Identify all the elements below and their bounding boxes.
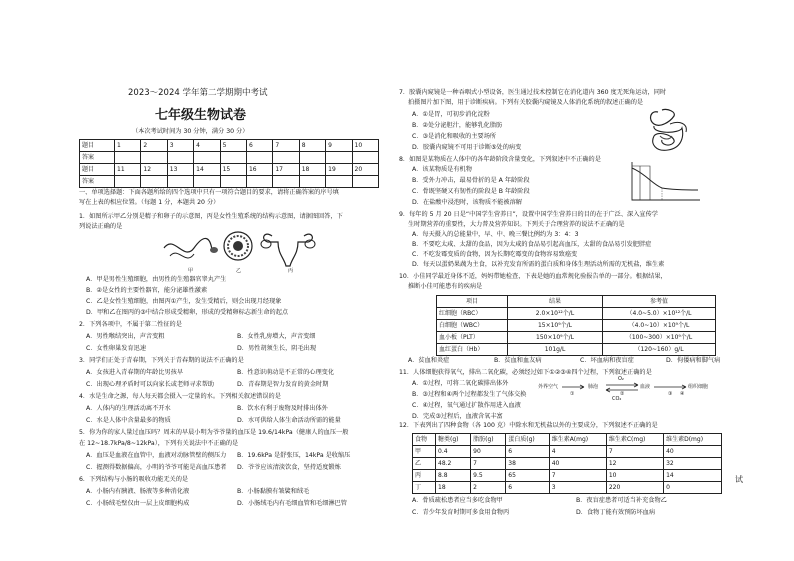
flow-step-3: ③ <box>668 391 673 397</box>
figure-label-bing: 丙 <box>288 268 294 274</box>
flow-o2-label: O₂ <box>618 376 624 382</box>
q6-option-b[interactable]: B．小肠黏膜有皱襞和绒毛 <box>237 488 310 495</box>
q4-option-a[interactable]: A．人体内的生理活动离不开水 <box>86 405 171 412</box>
q6-option-d[interactable]: D．小肠绒毛内有毛细血管和毛细淋巴管 <box>237 500 347 507</box>
q8-option-d[interactable]: D．在盐酸中浸泡时，该物质不能被溶解 <box>412 199 522 206</box>
q12-option-b[interactable]: B．夜盲症患者可适当补充食物乙 <box>576 497 667 504</box>
food-nutrient-table <box>412 433 722 494</box>
q7-option-b[interactable]: B．②处分泌胆汁，能够乳化脂肪 <box>412 122 503 129</box>
q10-option-a[interactable]: A．贫血和炎症 <box>408 357 450 364</box>
q6-option-a[interactable]: A．小肠内有胰液、肠液等多种消化液 <box>86 488 190 495</box>
table-row: 食物 糖类(g) 脂肪(g) 蛋白质(g) 维生素A(mg) 维生素C(mg) 维生素D(mg) <box>413 434 722 446</box>
question-1: 1．如图所示甲乙分别是精子和卵子的示意图，丙是女性生殖系统的结构示意图，请据图回答，下 <box>79 213 343 220</box>
q2-option-b[interactable]: B．女性乳房增大，声音变细 <box>237 333 316 340</box>
digestive-system-icon <box>640 106 696 156</box>
flow-step-2: ② <box>620 391 625 397</box>
q10-option-d[interactable]: D．佝偻病和脚气病 <box>666 357 721 364</box>
q11-option-d[interactable]: D．完成③过程后，血液含氧丰富 <box>412 413 503 420</box>
blood-test-table <box>436 295 716 356</box>
table-row: 甲 0.4 90 6 4 7 40 <box>413 446 722 458</box>
table-row: 血红蛋白（Hb） 101g/L （120~160）g/L <box>437 344 716 356</box>
figure-label-yi: 乙 <box>236 268 242 274</box>
q2-option-c[interactable]: C．女性卵巢发育迅速 <box>86 345 147 352</box>
q12-option-a[interactable]: A．骨质疏松患者应当多吃食物甲 <box>412 497 503 504</box>
q5-option-c[interactable]: C．握测得数据偏高，小明的爷爷可能是高血压患者 <box>86 464 227 471</box>
question-10: 10．小佳同学最近身体不适，妈妈带她检查，下表是她的血常规化验报告单的一部分。根据结果， <box>399 273 667 280</box>
flow-co2-label: CO₂ <box>612 396 622 402</box>
q2-option-a[interactable]: A．男性喉结突出，声音变粗 <box>86 333 165 340</box>
uterus-icon <box>261 234 315 266</box>
question-12: 12．下表列出了四种食物（各 100 克）中除水和无机盐以外的主要成分，下列叙述不正确的是 <box>399 422 658 429</box>
q8-option-c[interactable]: C．骨既坚硬又有韧性的阶段是 B 年龄阶段 <box>412 188 530 195</box>
figure-label-jia: 甲 <box>188 268 194 274</box>
q1-option-d[interactable]: D．甲和乙在图丙的③中结合形成受精卵，形成的受精卵标志新生命的起点 <box>86 309 289 316</box>
q11-option-a[interactable]: A．①过程，可将二氧化碳排出体外 <box>412 380 509 387</box>
q8-option-a[interactable]: A．该某物质是有机物 <box>412 166 472 173</box>
flow-step-1: ① <box>570 391 575 397</box>
table-row: 白细胞（WBC） 15×10⁹个/L （4.0~10）×10⁹个/L <box>437 320 716 332</box>
sperm-icon <box>164 238 218 258</box>
question-1-cont: 列说法正确的是 <box>79 223 123 230</box>
question-5-cont: 在 12~18.7kPa/8~12kPa），下列有关说法中不正确的是 <box>79 440 239 447</box>
flow-tissue-cells: 组织细胞 <box>688 384 709 390</box>
q5-option-b[interactable]: B．19.6kPa 是舒张压，14kPa 是收缩压 <box>237 452 351 459</box>
q9-option-c[interactable]: C．不吃发霉变质的食物，因为长期吃霉变的食物容易致癌变 <box>412 251 578 258</box>
question-4: 4．水是生命之源，每人每天都会摄入一定量的水。下列相关叙述错误的是 <box>79 393 281 400</box>
q6-option-c[interactable]: C．小肠绒毛壁仅由一层上皮细胞构成 <box>86 500 190 507</box>
question-3: 3．同学们正处于青春期，下列关于青春期的说法不正确的是 <box>79 357 244 364</box>
question-9: 9．每年的 5 月 20 日是“中国学生营养日”，设置中国学生营养日的目的在于广泛、深入宣传学 <box>399 211 658 218</box>
table-row: 题目 1 2 3 4 5 6 7 8 9 10 <box>80 140 379 152</box>
q9-option-d[interactable]: D．每天以蛋奶果蔬为主食，以补充发育所需的蛋白质和身体生理活动所需的无机盐，维生素 <box>412 261 665 268</box>
flow-blood: 血液 <box>640 384 651 390</box>
section-heading-2: 写在上表的相应位置。（每题 1 分，本题共 20 分） <box>79 199 220 206</box>
q7-option-d[interactable]: D．胶囊内窥镜不可用于诊断⑤处的病变 <box>412 144 522 151</box>
egg-icon <box>224 232 252 260</box>
q3-option-d[interactable]: D．青春期是智力发育的黄金时期 <box>237 381 329 388</box>
question-11: 11．人体细胞获得氧气，排出二氧化碳，必须经过如下①②③④四个过程，下列叙述正确的是 <box>399 369 652 376</box>
reproductive-figure <box>160 226 320 270</box>
question-8: 8．如图是某物质在人体中的各年龄阶段含量变化，下列叙述中不正确的是 <box>399 156 601 163</box>
q7-option-c[interactable]: C．③是消化和吸收的主要场所 <box>412 133 497 140</box>
q5-option-d[interactable]: D．爷爷应该清淡饮食，坚持适度锻炼 <box>237 464 341 471</box>
question-9-cont: 生时期营养的重要性，大力普及营养知识。下列关于合理营养的说法不正确的是 <box>408 221 625 228</box>
flow-alveoli: 肺泡 <box>588 384 599 390</box>
q3-option-a[interactable]: A．女孩进入青春期的年龄比男孩早 <box>86 369 184 376</box>
age-content-graph <box>626 160 702 206</box>
score-table <box>79 139 379 188</box>
table-row: 丁 18 2 6 3 220 0 <box>413 482 722 494</box>
question-2: 2．下列各项中，不属于第二性征的是 <box>79 321 182 328</box>
flow-step-4: ④ <box>680 391 685 397</box>
flow-outside-air: 外界空气 <box>538 384 559 390</box>
q5-option-a[interactable]: A．血压是血液在血管中，血液对动脉管壁的侧压力 <box>86 452 227 459</box>
q7-option-a[interactable]: A．①是胃，可初步消化淀粉 <box>412 111 490 118</box>
question-5: 5．你为你的家人量过血压吗？周末的早晨小明为爷爷量的血压是 19.6/14kPa（健康人的血压一般 <box>79 429 349 436</box>
table-row: 题目 11 12 13 14 15 16 17 18 19 20 <box>80 164 379 176</box>
q9-option-a[interactable]: A．每天摄入的总能量中，早、中、晚三餐比例约为 3：4：3 <box>412 231 579 238</box>
table-row: 血小板（PLT） 150×10⁹个/L （100~300）×10⁹个/L <box>437 332 716 344</box>
q12-option-c[interactable]: C．青少年发育时期可多食用食物丙 <box>412 509 510 516</box>
q10-option-b[interactable]: B．贫血和血友病 <box>494 357 542 364</box>
gas-exchange-diagram <box>538 376 718 404</box>
q10-option-c[interactable]: C．坏血病和夜盲症 <box>580 357 634 364</box>
exam-title: 七年级生物试卷 <box>155 108 247 123</box>
table-row: 丙 8.8 9.5 65 7 10 14 <box>413 470 722 482</box>
exam-header: 2023～2024 学年第二学期期中考试 <box>128 88 268 98</box>
table-row: 红细胞（RBC） 2.0×10¹²个/L （4.0~5.0）×10¹²个/L <box>437 308 716 320</box>
q1-option-c[interactable]: C．乙是女性生殖细胞，由图丙①产生，发生受精后，则会出现月经现象 <box>86 298 282 305</box>
table-row: 答案 <box>80 176 379 188</box>
table-row: 项目 结果 参考值 <box>437 296 716 308</box>
q1-option-b[interactable]: B．②是女性的主要性器官，能分泌雄性激素 <box>86 287 208 294</box>
question-10-cont: 推断小佳可能患有的疾病是 <box>408 283 483 290</box>
q2-option-d[interactable]: D．男性胡须生长，阴毛出现 <box>237 345 317 352</box>
q4-option-d[interactable]: D．水可供给人体生命活动所需的能量 <box>237 417 341 424</box>
section-heading: 一、单项选择题：下面各题所给的四个选项中只有一项符合题目的要求，请将正确答案的序号填 <box>79 189 339 196</box>
question-6: 6．下列结构与小肠的吸收功能无关的是 <box>79 476 189 483</box>
q3-option-b[interactable]: B．性意识萌动是不正常的心理变化 <box>237 369 335 376</box>
table-row: 答案 <box>80 152 379 164</box>
q4-option-b[interactable]: B．饮水有利于废物及时排出体外 <box>237 405 328 412</box>
exam-subtitle: （本次考试时间为 30 分钟，满分 30 分） <box>132 128 249 135</box>
q11-option-c[interactable]: C．④过程，氧气通过扩散作用进入血液 <box>412 402 521 409</box>
q3-option-c[interactable]: C．出现心理矛盾时可以向家长或老师寻求帮助 <box>86 381 215 388</box>
table-row: 乙 48.2 7 38 40 12 32 <box>413 458 722 470</box>
q9-option-b[interactable]: B．不要吃太咸、太甜的食品，因为太咸的食品易引起高血压，太甜的食品易引发肥胖症 <box>412 241 652 248</box>
question-7-cont: 拍摄图片加下图，用于诊断疾病。下列有关胶囊内窥镜及人体消化系统的叙述正确的是 <box>408 99 644 106</box>
q8-option-b[interactable]: B．受外力冲击，最易骨折的是 A 年龄阶段 <box>412 177 530 184</box>
page-corner-mark: 试 <box>735 475 743 484</box>
q1-option-a[interactable]: A．甲是男性生殖细胞，由男性的生殖器官睾丸产生 <box>86 276 227 283</box>
q11-option-b[interactable]: B．③过程和④两个过程都发生了气体交换 <box>412 391 527 398</box>
q12-option-d[interactable]: D．食物丁能有效预防坏血病 <box>576 509 656 516</box>
question-7: 7．胶囊内窥镜是一种吞咽式小型设备，医生通过技术控制它在消化道内 360 度无死角运动，同时 <box>399 89 667 96</box>
q4-option-c[interactable]: C．水是人体中含量最多的物质 <box>86 417 171 424</box>
